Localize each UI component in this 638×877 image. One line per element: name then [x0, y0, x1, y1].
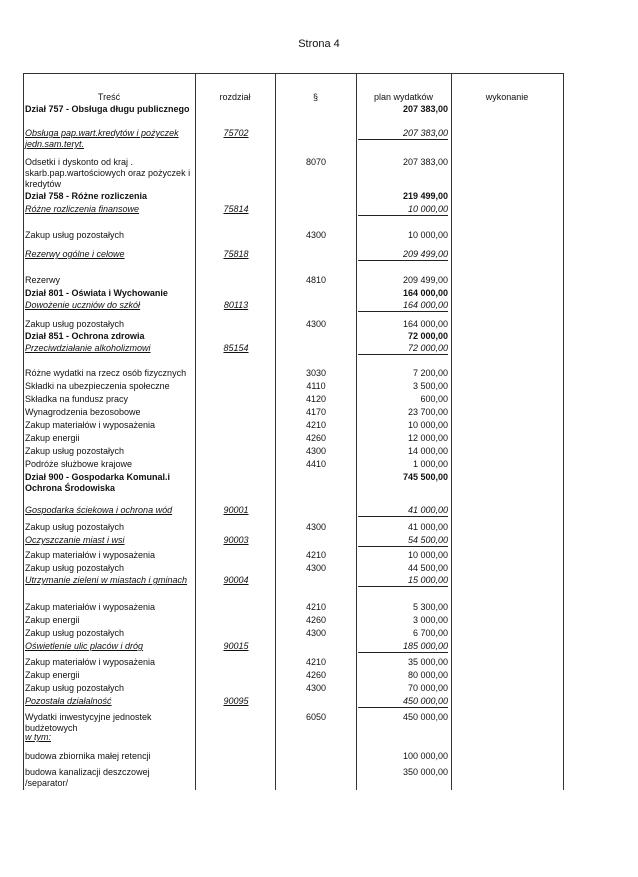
row-text: Zakup usług pozostałych — [25, 628, 125, 638]
row-text: Zakup usług pozostałych — [25, 319, 125, 329]
row-paragraf: 6050 — [305, 712, 327, 722]
row-plan-amount: 80 000,00 — [407, 670, 448, 680]
row-rozdzial: 90001 — [223, 505, 249, 515]
row-paragraf: 4210 — [305, 420, 327, 430]
row-text: Wydatki inwestycyjne jednostek budżetowych — [25, 712, 152, 733]
row-plan-amount: 41 000,00 — [407, 522, 448, 532]
row-plan-amount: 450 000,00 — [402, 712, 448, 722]
row-plan-amount: 207 383,00 — [402, 104, 448, 114]
row-plan-amount: 3 500,00 — [412, 381, 448, 391]
row-plan-amount: 745 500,00 — [402, 472, 448, 482]
row-text: Wynagrodzenia bezosobowe — [25, 407, 141, 417]
row-plan-amount: 35 000,00 — [407, 657, 448, 667]
row-plan-amount: 10 000,00 — [407, 550, 448, 560]
row-plan-amount: 10 000,00 — [358, 204, 448, 216]
row-rozdzial: 75702 — [223, 128, 249, 138]
row-text: Dział 801 - Oświata i Wychowanie — [25, 288, 168, 298]
row-text: Dział 900 - Gospodarka Komunal.i Ochrona Środowiska — [25, 472, 171, 493]
row-paragraf: 4300 — [305, 563, 327, 573]
row-text: Oczyszczanie miast i wsi — [25, 535, 125, 545]
row-paragraf: 4300 — [305, 628, 327, 638]
row-paragraf: 3030 — [305, 368, 327, 378]
row-plan-amount: 209 499,00 — [402, 275, 448, 285]
row-paragraf: 4300 — [305, 319, 327, 329]
row-text: Dział 851 - Ochrona zdrowia — [25, 331, 145, 341]
row-plan-amount: 209 499,00 — [358, 249, 448, 261]
row-paragraf: 4120 — [305, 394, 327, 404]
row-text: Różne rozliczenia finansowe — [25, 204, 140, 214]
row-text: Różne wydatki na rzecz osób fizycznych — [25, 368, 187, 378]
row-rozdzial: 80113 — [223, 300, 249, 310]
row-text: budowa kanalizacji deszczowej /separator/ — [25, 767, 150, 788]
col-divider — [563, 73, 564, 790]
row-text: Zakup usług pozostałych — [25, 522, 125, 532]
row-plan-amount: 6 700,00 — [412, 628, 448, 638]
row-rozdzial: 75814 — [223, 204, 249, 214]
row-paragraf: 4260 — [305, 615, 327, 625]
row-text: Zakup usług pozostałych — [25, 446, 125, 456]
page-header: Strona 4 — [298, 38, 340, 50]
row-text: budowa zbiornika małej retencji — [25, 751, 151, 761]
row-paragraf: 4260 — [305, 433, 327, 443]
row-paragraf: 4300 — [305, 230, 327, 240]
row-plan-amount: 164 000,00 — [358, 300, 448, 312]
row-text: Zakup energii — [25, 615, 80, 625]
row-plan-amount: 164 000,00 — [402, 288, 448, 298]
row-paragraf: 4260 — [305, 670, 327, 680]
col-divider — [356, 73, 357, 790]
row-text: Zakup energii — [25, 433, 80, 443]
row-text: Oświetlenie ulic placów i dróg — [25, 641, 144, 651]
row-plan-amount: 185 000,00 — [358, 641, 448, 653]
row-text: Pozostała działalność — [25, 696, 112, 706]
row-paragraf: 4110 — [306, 381, 326, 391]
row-paragraf: 4210 — [305, 657, 327, 667]
col-divider — [195, 73, 196, 790]
row-text: Zakup energii — [25, 670, 80, 680]
row-plan-amount: 207 383,00 — [358, 128, 448, 140]
row-plan-amount: 41 000,00 — [358, 505, 448, 517]
row-text: Zakup usług pozostałych — [25, 683, 125, 693]
row-paragraf: 4300 — [305, 683, 327, 693]
row-plan-amount: 44 500,00 — [407, 563, 448, 573]
row-plan-amount: 72 000,00 — [407, 331, 448, 341]
row-paragraf: 4210 — [305, 602, 327, 612]
row-text: Zakup usług pozostałych — [25, 230, 125, 240]
col-divider — [451, 73, 452, 790]
row-plan-amount: 7 200,00 — [412, 368, 448, 378]
row-plan-amount: 10 000,00 — [407, 420, 448, 430]
row-plan-amount: 12 000,00 — [407, 433, 448, 443]
row-rozdzial: 90004 — [223, 575, 249, 585]
row-text: Utrzymanie zieleni w miastach i gminach — [25, 575, 188, 585]
row-paragraf: 4170 — [305, 407, 327, 417]
row-plan-amount: 10 000,00 — [407, 230, 448, 240]
row-plan-amount: 14 000,00 — [407, 446, 448, 456]
row-plan-amount: 164 000,00 — [402, 319, 448, 329]
row-text: Podróże służbowe krajowe — [25, 459, 133, 469]
row-plan-amount: 207 383,00 — [402, 157, 448, 167]
row-plan-amount: 70 000,00 — [407, 683, 448, 693]
table-top-border — [23, 73, 563, 74]
row-text: Dowożenie uczniów do szkół — [25, 300, 141, 310]
row-rozdzial: 90095 — [223, 696, 249, 706]
row-paragraf: 4210 — [305, 550, 327, 560]
row-text: Zakup materiałów i wyposażenia — [25, 602, 156, 612]
row-text: Przeciwdziałanie alkoholizmowi — [25, 343, 151, 353]
row-text: Zakup materiałów i wyposażenia — [25, 550, 156, 560]
row-plan-amount: 5 300,00 — [412, 602, 448, 612]
row-plan-amount: 3 000,00 — [412, 615, 448, 625]
row-plan-amount: 219 499,00 — [402, 191, 448, 201]
row-text: Obsługa pap.wart.kredytów i pożyczek jedn.sam.teryt. — [25, 128, 179, 149]
row-plan-amount: 450 000,00 — [358, 696, 448, 708]
row-text: Zakup materiałów i wyposażenia — [25, 657, 156, 667]
row-paragraf: 4300 — [305, 446, 327, 456]
row-plan-amount: 15 000,00 — [358, 575, 448, 587]
row-text: Zakup usług pozostałych — [25, 563, 125, 573]
header-wykonanie: wykonanie — [485, 92, 529, 102]
row-paragraf: 8070 — [305, 157, 327, 167]
row-plan-amount: 350 000,00 — [402, 767, 448, 777]
row-paragraf: 4410 — [305, 459, 327, 469]
row-text: Odsetki i dyskonto od kraj . skarb.pap.wartościowych oraz pożyczek i kredytów — [25, 157, 191, 189]
header-rozdzial: rozdział — [219, 92, 251, 102]
header-tresc: Treść — [97, 92, 121, 102]
row-rozdzial: 85154 — [223, 343, 249, 353]
row-plan-amount: 100 000,00 — [402, 751, 448, 761]
row-paragraf: 4300 — [305, 522, 327, 532]
row-plan-amount: 54 500,00 — [358, 535, 448, 547]
header-paragraf: § — [312, 92, 318, 102]
row-text: Dział 757 - Obsługa długu publicznego — [25, 104, 190, 114]
row-text: Rezerwy ogólne i celowe — [25, 249, 125, 259]
row-plan-amount: 1 000,00 — [412, 459, 448, 469]
row-plan-amount: 600,00 — [420, 394, 448, 404]
row-rozdzial: 75818 — [223, 249, 249, 259]
header-plan: plan wydatków — [373, 92, 434, 102]
row-plan-amount: 72 000,00 — [358, 343, 448, 355]
row-text: Gospodarka ściekowa i ochrona wód — [25, 505, 173, 515]
col-divider — [23, 73, 24, 790]
row-plan-amount: 23 700,00 — [407, 407, 448, 417]
row-rozdzial: 90015 — [223, 641, 249, 651]
row-text: Składka na fundusz pracy — [25, 394, 129, 404]
row-text: w tym: — [25, 732, 51, 742]
row-text: Dział 758 - Różne rozliczenia — [25, 191, 148, 201]
row-rozdzial: 90003 — [223, 535, 249, 545]
row-text: Składki na ubezpieczenia społeczne — [25, 381, 170, 391]
row-text: Rezerwy — [25, 275, 61, 285]
row-paragraf: 4810 — [305, 275, 327, 285]
row-text: Zakup materiałów i wyposażenia — [25, 420, 156, 430]
